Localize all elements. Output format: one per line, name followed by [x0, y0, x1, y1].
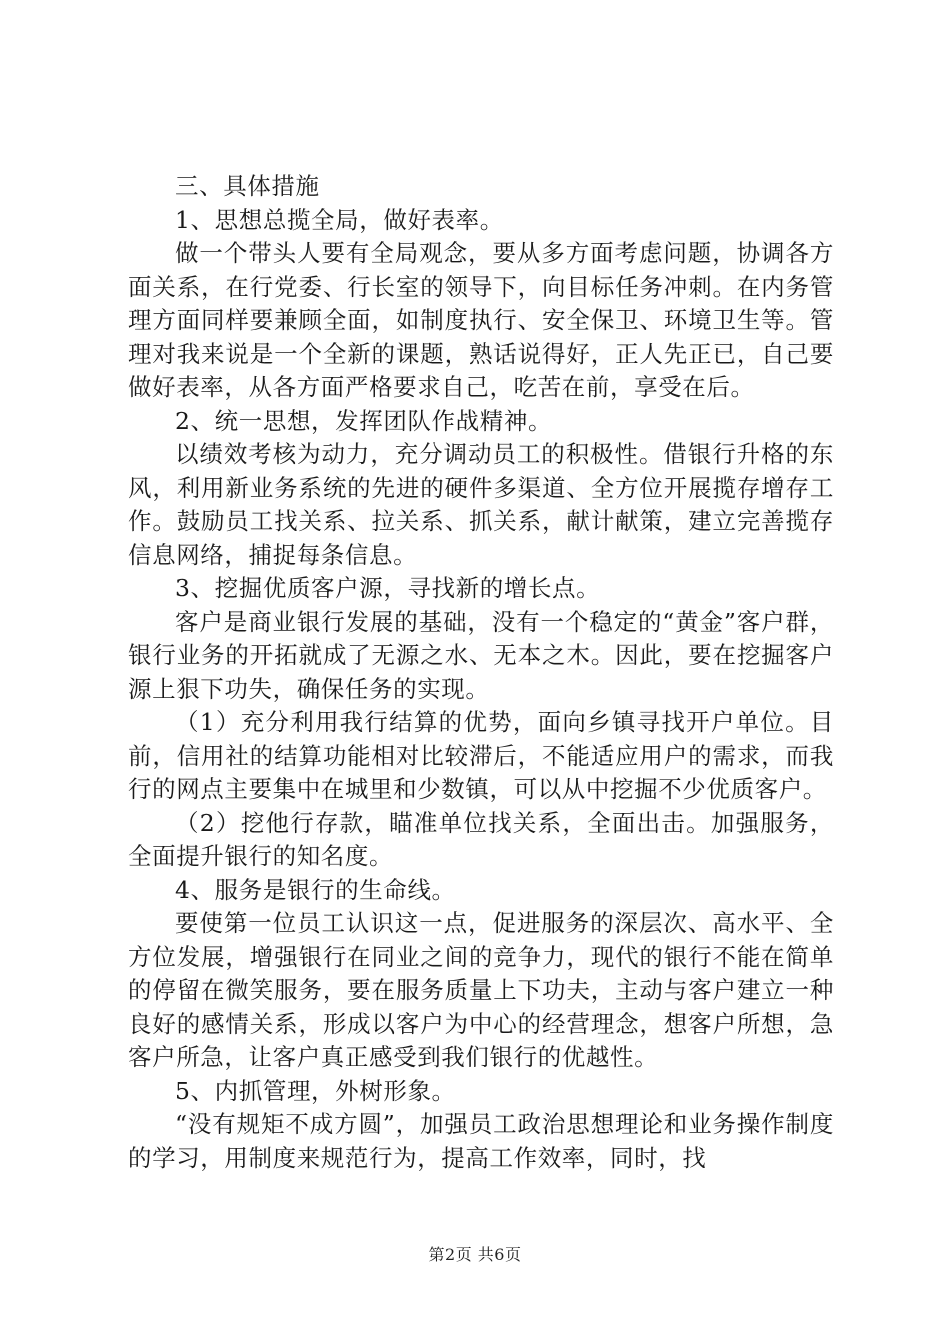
subheading-2: 2、统一思想，发挥团队作战精神。	[175, 406, 553, 435]
paragraph-1: 做一个带头人要有全局观念，要从多方面考虑问题，协调各方面关系，在行党委、行长室的领导下，向目标任务冲刺。在内务管理方面同样要兼顾全面，如制度执行、安全保卫、环境卫生等。管理对我来说是一个全新的课题，熟话说得好，正人先正已，自己要做好表率，从各方面严格要求自己，吃苦在前，享受在后。	[128, 239, 834, 401]
paragraph-5: “没有规矩不成方圆”，加强员工政治思想理论和业务操作制度的学习，用制度来规范行为，提高工作效率，同时，找	[128, 1110, 834, 1172]
paragraph-3-item-1: （1）充分利用我行结算的优势，面向乡镇寻找开户单位。目前，信用社的结算功能相对比较滞后，不能适应用户的需求，而我行的网点主要集中在城里和少数镇，可以从中挖掘不少优质客户。	[128, 708, 834, 803]
paragraph-4: 要使第一位员工认识这一点，促进服务的深层次、高水平、全方位发展，增强银行在同业之间的竞争力，现代的银行不能在简单的停留在微笑服务，要在服务质量上下功夫，主动与客户建立一种良好的感情关系，形成以客户为中心的经营理念，想客户所想，急客户所急，让客户真正感受到我们银行的优越性。	[128, 909, 834, 1071]
subheading-5: 5、内抓管理，外树形象。	[175, 1076, 456, 1105]
paragraph-3-item-2: （2）挖他行存款，瞄准单位找关系，全面出击。加强服务，全面提升银行的知名度。	[128, 808, 834, 870]
subheading-4: 4、服务是银行的生命线。	[175, 875, 456, 904]
page-number-footer: 第2页 共6页	[428, 1245, 522, 1264]
document-body	[128, 170, 834, 1175]
paragraph-3: 客户是商业银行发展的基础，没有一个稳定的“黄金”客户群，银行业务的开拓就成了无源之水、无本之木。因此，要在挖掘客户源上狠下功失，确保任务的实现。	[128, 607, 834, 703]
paragraph-2: 以绩效考核为动力，充分调动员工的积极性。借银行升格的东风，利用新业务系统的先进的硬件多渠道、全方位开展揽存增存工作。鼓励员工找关系、拉关系、抓关系，献计献策，建立完善揽存信息网络，捕捉每条信息。	[128, 440, 834, 569]
subheading-1: 1、思想总揽全局，做好表率。	[175, 205, 504, 234]
section-heading: 三、具体措施	[175, 172, 320, 200]
subheading-3: 3、挖掘优质客户源，寻找新的增长点。	[175, 574, 601, 602]
